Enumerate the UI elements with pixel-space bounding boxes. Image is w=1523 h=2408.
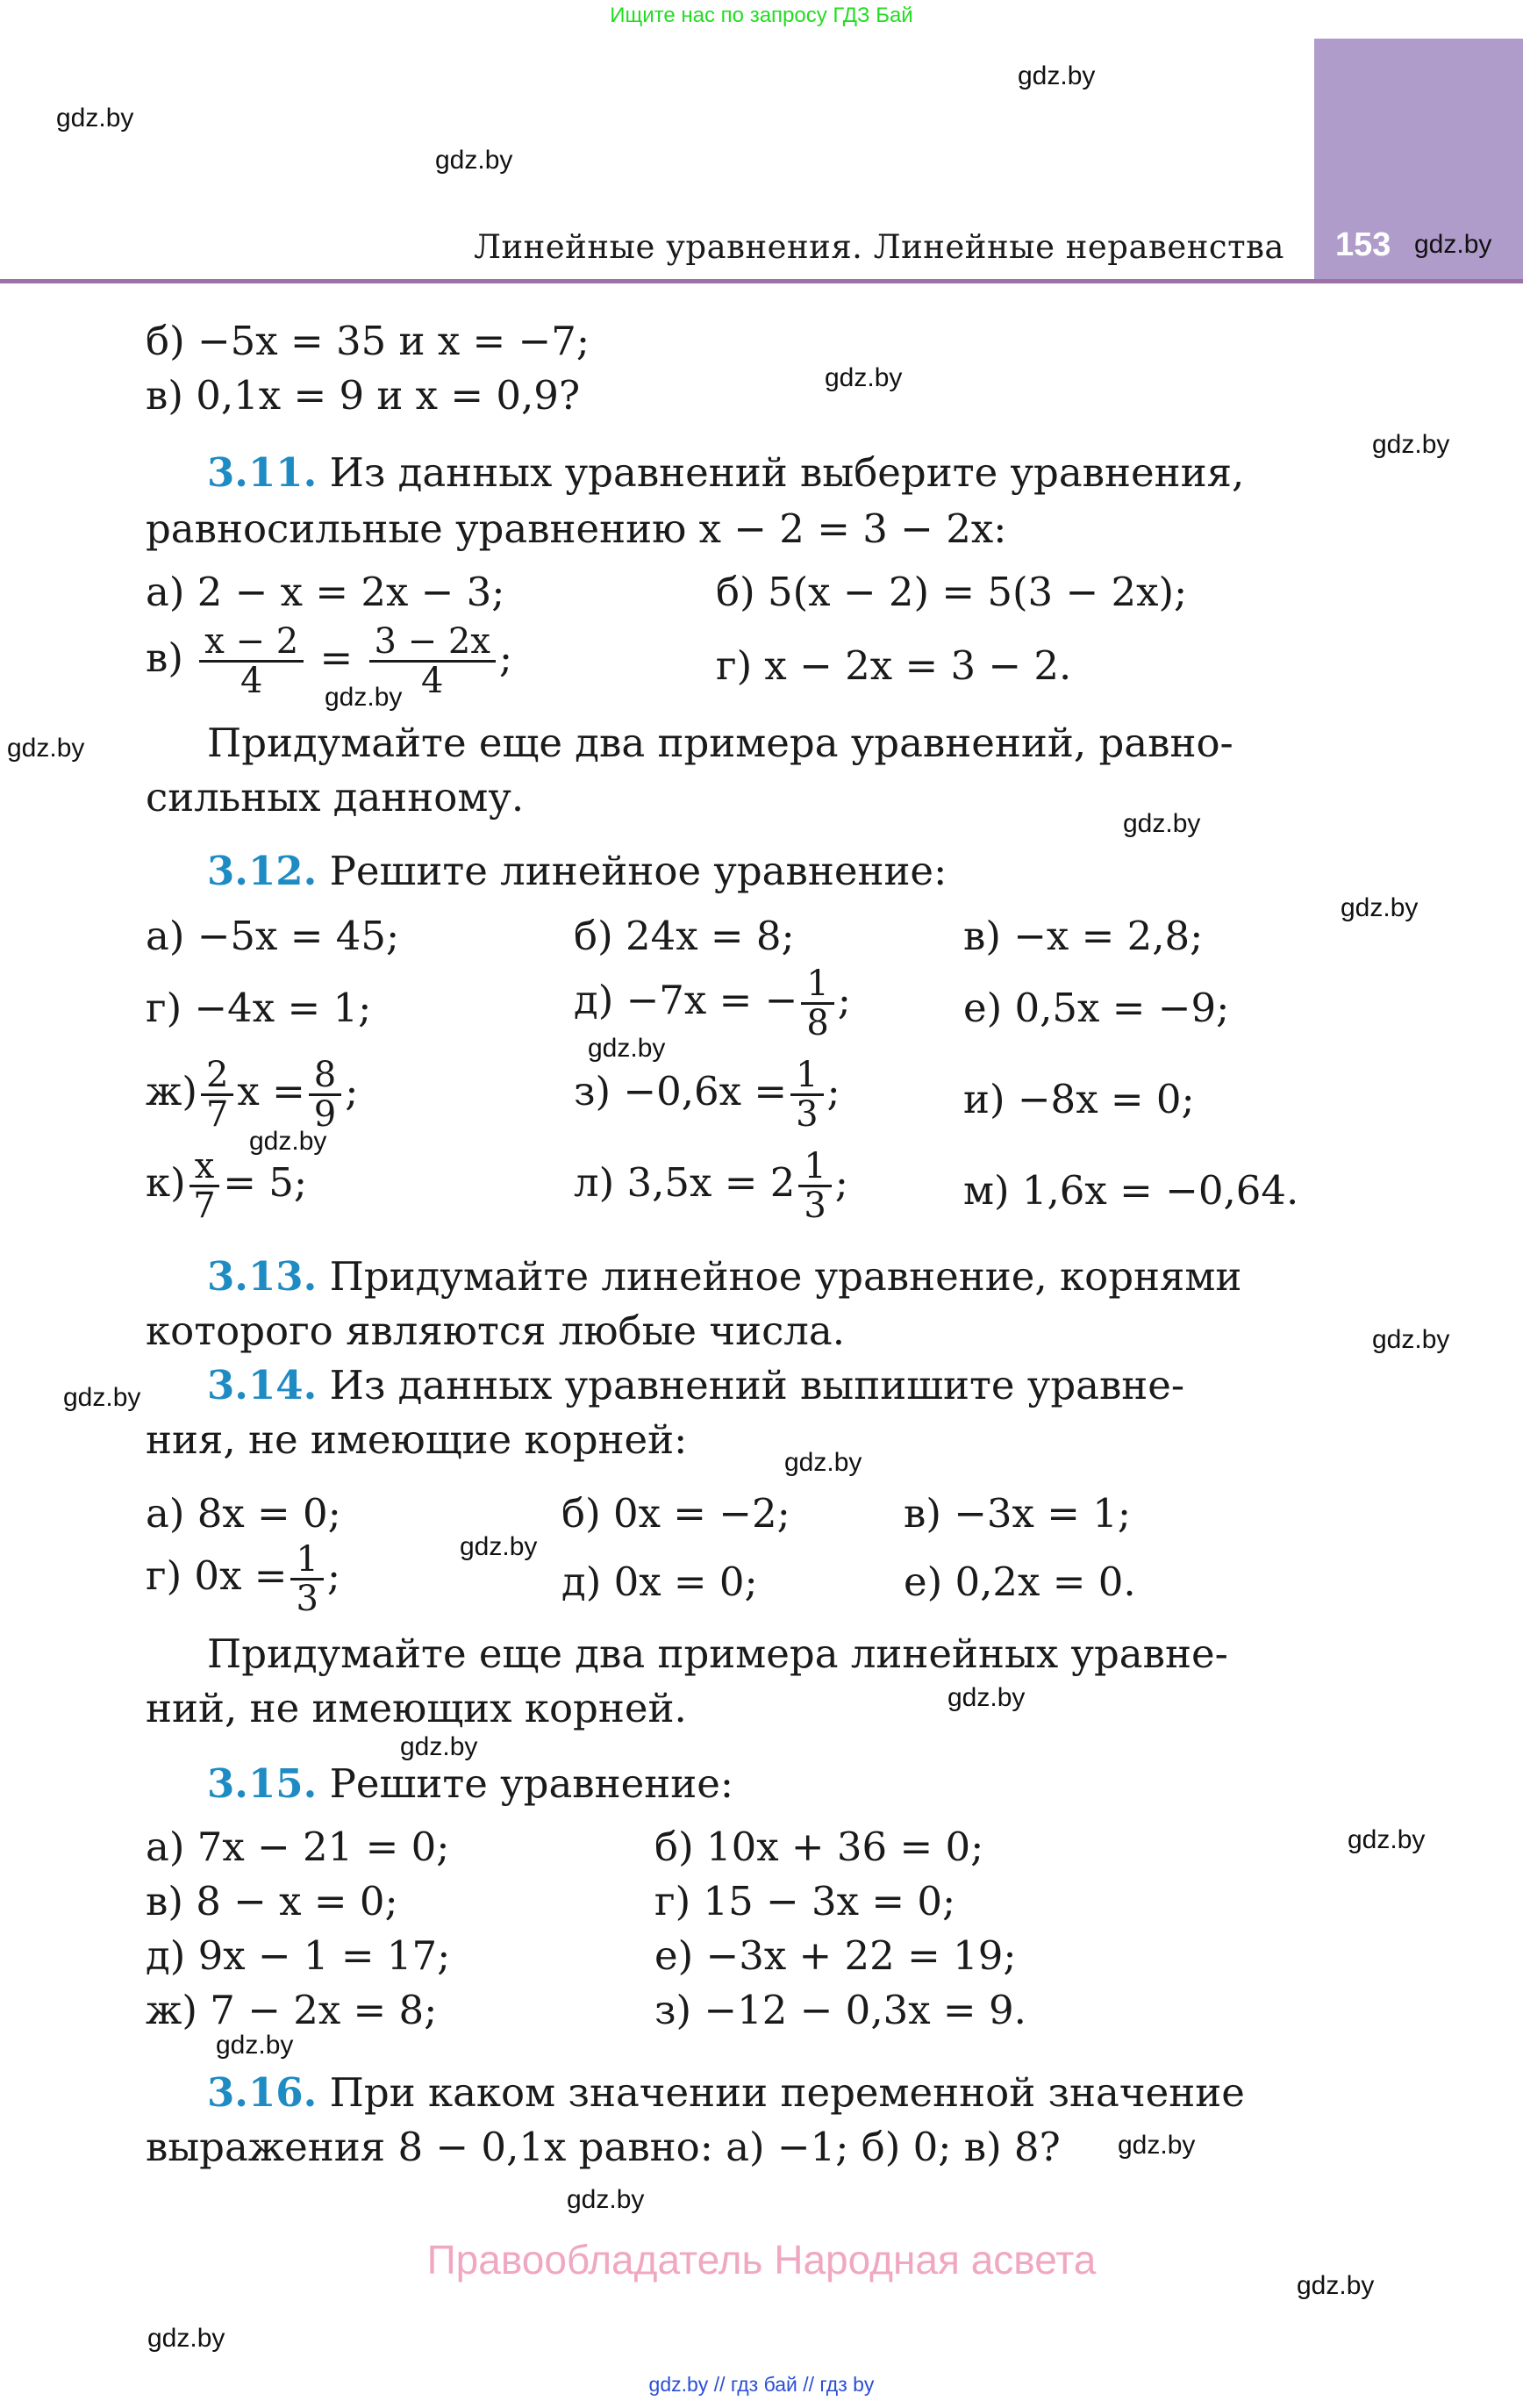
item-text: x = (237, 1068, 305, 1114)
exercise-3-16-line-1 (207, 2069, 1245, 2116)
item-text: л) 3,5x = 2 (574, 1159, 796, 1206)
watermark: gdz.by (1372, 1325, 1450, 1354)
exercise-3-12-item-b: б) 24x = 8; (574, 913, 795, 959)
numerator: x − 2 (199, 623, 304, 663)
exercise-3-11-line-1 (207, 449, 1245, 496)
exercise-3-14-item-e: е) 0,2x = 0. (904, 1559, 1136, 1605)
watermark: gdz.by (1297, 2271, 1375, 2300)
watermark: gdz.by (147, 2324, 225, 2353)
exercise-number: 3.12. (207, 848, 318, 894)
exercise-3-14-item-b: б) 0x = −2; (561, 1490, 790, 1537)
watermark: gdz.by (784, 1448, 862, 1477)
carryover-item-v: в) 0,1x = 9 и x = 0,9? (146, 372, 581, 419)
watermark: gdz.by (63, 1383, 141, 1412)
punctuation: ; (498, 634, 513, 681)
exercise-3-14-item-a: а) 8x = 0; (146, 1490, 341, 1537)
exercise-text: Из данных уравнений выберите уравнения, (329, 449, 1245, 496)
exercise-3-11-item-b: б) 5(x − 2) = 5(3 − 2x); (716, 569, 1188, 615)
fraction (309, 1057, 341, 1133)
denominator: 4 (420, 661, 444, 701)
watermark: gdz.by (588, 1034, 666, 1063)
exercise-number: 3.15. (207, 1760, 318, 1807)
fraction (201, 1057, 233, 1133)
exercise-3-14-line-1 (207, 1362, 1185, 1408)
fraction (798, 1148, 831, 1224)
exercise-3-11-item-v (146, 623, 512, 699)
header-divider (0, 279, 1523, 283)
exercise-3-11-item-g: г) x − 2x = 3 − 2. (716, 642, 1072, 689)
punctuation: ; (826, 1068, 840, 1114)
exercise-3-11-extra-2: сильных данному. (146, 774, 525, 821)
watermark: gdz.by (1018, 61, 1096, 90)
exercise-3-11-item-a: а) 2 − x = 2x − 3; (146, 569, 505, 615)
exercise-text: Придумайте линейное уравнение, корнями (329, 1253, 1242, 1300)
watermark: gdz.by (400, 1732, 478, 1761)
numerator: 1 (790, 1057, 823, 1096)
numerator: 1 (798, 1148, 831, 1187)
denominator: 3 (796, 1094, 819, 1135)
watermark: gdz.by (1348, 1825, 1426, 1854)
exercise-3-15-item-d: д) 9x − 1 = 17; (146, 1932, 451, 1979)
item-label: к) (146, 1159, 186, 1206)
exercise-3-12-item-i: и) −8x = 0; (963, 1076, 1195, 1122)
exercise-3-11-extra-1: Придумайте еще два примера уравнений, равно- (207, 720, 1233, 766)
denominator: 9 (313, 1094, 337, 1135)
exercise-3-12-item-l (574, 1148, 848, 1224)
watermark: gdz.by (1372, 430, 1450, 459)
exercise-3-12-item-zh (146, 1057, 358, 1133)
watermark: gdz.by (249, 1127, 327, 1156)
exercise-3-12-item-d (574, 965, 851, 1042)
exercise-3-15-item-z: з) −12 − 0,3x = 9. (654, 1987, 1026, 2033)
punctuation: ; (837, 977, 851, 1023)
item-text: г) 0x = (146, 1552, 288, 1599)
exercise-3-12-item-k (146, 1148, 307, 1224)
denominator: 7 (193, 1186, 216, 1226)
watermark: gdz.by (7, 734, 85, 763)
watermark: gdz.by (435, 146, 513, 175)
punctuation: ; (834, 1159, 848, 1206)
item-label: ж) (146, 1068, 197, 1114)
exercise-3-15-item-zh: ж) 7 − 2x = 8; (146, 1987, 438, 2033)
punctuation: ; (326, 1552, 341, 1599)
numerator: 2 (201, 1057, 233, 1096)
exercise-number: 3.16. (207, 2069, 318, 2116)
item-text: д) −7x = − (574, 977, 798, 1023)
denominator: 4 (240, 661, 263, 701)
watermark: gdz.by (567, 2185, 645, 2214)
watermark: gdz.by (325, 683, 403, 712)
exercise-3-15-item-g: г) 15 − 3x = 0; (654, 1878, 956, 1924)
fraction (199, 623, 304, 699)
exercise-3-12-item-z (574, 1057, 840, 1133)
fraction (189, 1148, 220, 1224)
exercise-3-15-item-a: а) 7x − 21 = 0; (146, 1824, 450, 1870)
search-banner: Ищите нас по запросу ГДЗ Бай (610, 4, 913, 27)
fraction (290, 1541, 323, 1617)
copyright-notice: Правообладатель Народная асвета (426, 2237, 1097, 2283)
item-label: в) (146, 634, 183, 681)
denominator: 7 (205, 1094, 229, 1135)
exercise-3-14-item-d: д) 0x = 0; (561, 1559, 758, 1605)
watermark: gdz.by (1414, 230, 1492, 259)
item-text: з) −0,6x = (574, 1068, 788, 1114)
exercise-3-14-extra-1: Придумайте еще два примера линейных уравне- (207, 1630, 1228, 1677)
numerator: 1 (290, 1541, 323, 1580)
exercise-3-12-item-v: в) −x = 2,8; (963, 913, 1204, 959)
exercise-3-13-line-2: которого являются любые числа. (146, 1308, 846, 1354)
exercise-3-16-line-2: выражения 8 − 0,1x равно: а) −1; б) 0; в) 8? (146, 2124, 1061, 2170)
exercise-3-12-item-a: а) −5x = 45; (146, 913, 400, 959)
chapter-title: Линейные уравнения. Линейные неравенства (474, 228, 1284, 266)
denominator: 3 (296, 1579, 318, 1619)
exercise-3-14-extra-2: ний, не имеющих корней. (146, 1685, 687, 1731)
watermark: gdz.by (825, 363, 903, 392)
watermark: gdz.by (1123, 809, 1201, 838)
exercise-3-14-item-v: в) −3x = 1; (904, 1490, 1132, 1537)
watermark: gdz.by (947, 1683, 1026, 1712)
exercise-3-12-item-g: г) −4x = 1; (146, 985, 372, 1031)
numerator: 3 − 2x (369, 623, 496, 663)
footer-links[interactable]: gdz.by // гдз бай // гдз by (648, 2373, 875, 2396)
denominator: 3 (804, 1186, 826, 1226)
punctuation: ; (345, 1068, 359, 1114)
fraction (801, 965, 833, 1042)
exercise-3-15-item-e: е) −3x + 22 = 19; (654, 1932, 1017, 1979)
exercise-text: Из данных уравнений выпишите уравне- (329, 1362, 1185, 1408)
carryover-item-b: б) −5x = 35 и x = −7; (146, 318, 590, 364)
exercise-text: Решите линейное уравнение: (329, 848, 947, 894)
fraction (369, 623, 496, 699)
exercise-3-12-item-e: е) 0,5x = −9; (963, 985, 1230, 1031)
denominator: 8 (806, 1003, 829, 1043)
watermark: gdz.by (460, 1532, 538, 1561)
watermark: gdz.by (56, 104, 134, 133)
exercise-text: При каком значении переменной значение (329, 2069, 1245, 2116)
numerator: 8 (309, 1057, 341, 1096)
exercise-3-15-title (207, 1760, 734, 1807)
exercise-3-14-item-g (146, 1541, 340, 1617)
page-number: 153 (1335, 226, 1391, 263)
numerator: 1 (801, 965, 833, 1005)
exercise-3-12-title (207, 848, 947, 894)
exercise-3-13-line-1 (207, 1253, 1242, 1300)
exercise-3-12-item-m: м) 1,6x = −0,64. (963, 1167, 1299, 1214)
equals: = (319, 634, 354, 681)
exercise-number: 3.14. (207, 1362, 318, 1408)
fraction (790, 1057, 823, 1133)
numerator: x (189, 1148, 220, 1187)
exercise-3-11-line-2: равносильные уравнению x − 2 = 3 − 2x: (146, 505, 1007, 552)
exercise-3-15-item-b: б) 10x + 36 = 0; (654, 1824, 984, 1870)
watermark: gdz.by (1341, 893, 1419, 922)
item-text: = 5; (223, 1159, 308, 1206)
watermark: gdz.by (1118, 2131, 1196, 2160)
watermark: gdz.by (216, 2031, 294, 2060)
exercise-number: 3.11. (207, 449, 318, 496)
exercise-number: 3.13. (207, 1253, 318, 1300)
exercise-3-14-line-2: ния, не имеющие корней: (146, 1416, 688, 1463)
exercise-3-15-item-v: в) 8 − x = 0; (146, 1878, 398, 1924)
exercise-text: Решите уравнение: (329, 1760, 734, 1807)
